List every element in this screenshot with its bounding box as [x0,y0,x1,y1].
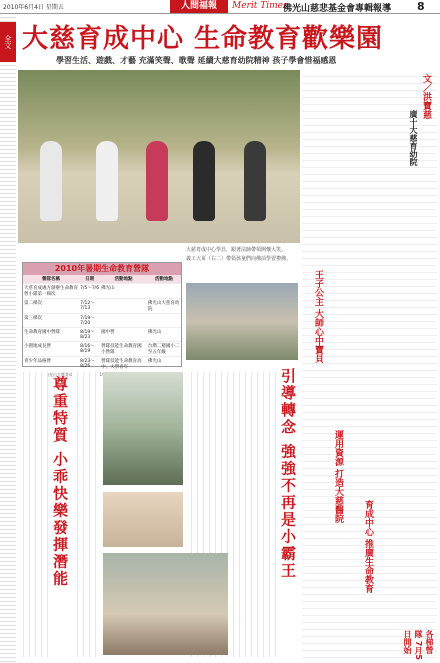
section-title: 佛光山慈悲基金會專輯報導 [283,4,392,14]
cell: 青少年品格營 [23,357,79,372]
cell: 佛光山大慈育幼院 [147,299,181,314]
side-heading-4: 育成中心 推廣生命教育 [363,500,373,594]
side-byline: 文／洪寶慈 [421,74,431,119]
table-row [23,299,181,314]
cell [100,299,147,314]
table-row [23,357,181,372]
cell: 7/19～7/20 [79,314,100,328]
right-vertical-headline: 引導轉念 強強不再是小霸王 [279,368,297,580]
cell: 生命教育國中營隊 [23,328,79,342]
side-heading-5: 各梯營隊 7月5日開始 [403,630,434,660]
cell [100,314,147,328]
page-number: 8 [417,0,425,13]
cell: 7/12～7/13 [79,299,100,314]
table-row [23,342,181,357]
side-article-column [302,70,437,660]
monk-photo [186,283,298,360]
col-header: 活動地點 [100,275,147,284]
masthead-bar [0,0,440,14]
newspaper-logo: 人間福報 [170,0,228,13]
headline: 大慈育成中心 生命教育歡樂園 [22,24,384,54]
kids-playing-photo [103,372,183,485]
side-heading-3: 運用資源 打造大慈醫院 [333,430,343,524]
body-text-block [18,372,48,657]
photo-figure [244,141,266,221]
col-header: 活動地點 [147,275,181,284]
cell: 營隊技能生命教育高中、大學青年 [100,357,147,372]
body-text-block [72,372,100,657]
photo-caption-a: 大慈育成中心學員，跟著法師帶領開懷大笑。 [186,247,287,253]
cell: 大慈育成處方創辦生命教育營小隊第一梯次 [23,284,79,299]
subheadline: 學習生活、遊戲、才藝 充滿笑聲、歌聲 延續大慈育幼院精神 孩子學會惜福感恩 [56,56,337,65]
schedule-note: 洽詢電話：佛光山大慈育成中心 [25,372,81,377]
cell: 小園地成長營 [23,342,79,357]
side-heading-1: 廣十大慈育幼院 [409,110,418,166]
cell: 佛光山 [147,357,181,372]
left-column-strip [0,14,16,663]
cell: 佛光山 [147,328,181,342]
col-header: 營隊名稱 [23,275,79,284]
photo-figure [193,141,215,221]
issue-date: 2010年6月4日 星期五 [3,4,64,11]
classroom-photo [103,553,228,655]
cell: 8/19～8/23 [79,328,100,342]
cell: 佛光山 [100,284,147,299]
photo-figure [96,141,118,221]
merit-times-label: Merit Times [232,1,288,11]
cell [147,284,181,299]
left-vertical-headline: 尊重特質 小乖快樂發揮潛能 [51,376,69,588]
side-heading-2: 王子公主 大師心中寶貝 [313,270,323,364]
table-row [23,314,181,328]
cell [147,314,181,328]
schedule-table-box [22,262,182,377]
photo-figure [146,141,168,221]
cell: 第二梯次 [23,299,79,314]
table-row [23,328,181,342]
cell: 營隊技能生命教育國小營隊 [100,342,147,357]
col-header: 日期 [79,275,100,284]
photo-caption-b: 義工大哥（右二）帶領孩童們向佛前學習禮佛。 [186,256,292,262]
cell: 8/16～8/19 [79,342,100,357]
strip-tag: 全文 [0,22,16,62]
schedule-table [23,275,181,371]
main-photo [18,70,300,243]
kids-portrait-photo [103,492,183,547]
photo-figure [40,141,62,221]
schedule-title: 2010年暑期生命教育營隊 [23,263,181,275]
table-row [23,284,181,299]
cell: 7/5～7/6 [79,284,100,299]
cell: 第三梯次 [23,314,79,328]
cell: 國中營 [100,328,147,342]
cell: 台灣二層國小二至五年級 [147,342,181,357]
cell: 8/23～8/26 [79,357,100,372]
